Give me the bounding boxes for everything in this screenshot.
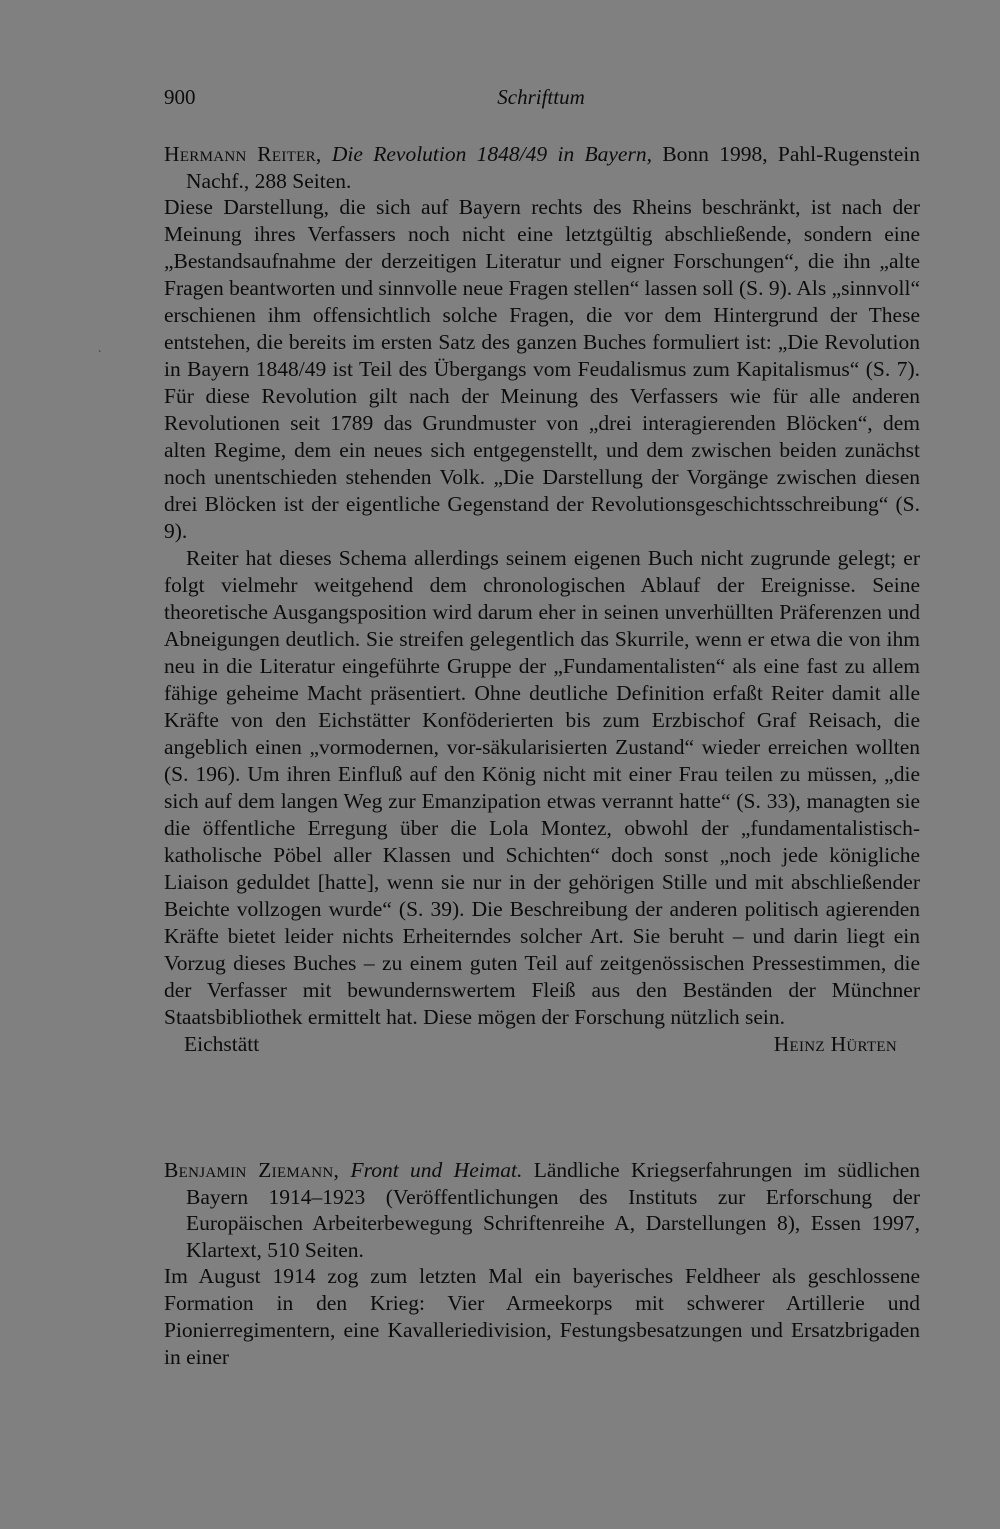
review-paragraph: Im August 1914 zog zum letzten Mal ein bayerisches Feldheer als geschlossene Formation in den Krieg: Vier Armeekorps mit schwerer Artillerie und Pionierregimentern, eine Kavalleriedivision, Festungsbesatzungen und Ersatzbrigaden in einer	[164, 1264, 920, 1369]
book-title: Front und Heimat.	[350, 1158, 523, 1182]
reviewer-name: Heinz Hürten	[773, 1032, 897, 1056]
book-title: Die Revolution 1848/49 in Bayern,	[331, 142, 652, 166]
citation	[164, 141, 920, 194]
review-ziemann	[164, 1157, 920, 1371]
review-signature	[164, 1031, 920, 1058]
publication-details: Ländliche Kriegserfahrungen im südlichen Bayern 1914–1923 (Veröffentlichungen des Instituts zur Erforschung der Europäischen Arbeiterbewegung Schriftenreihe A, Darstellungen 8), Essen 1997, Klartext, 510 Seiten.	[186, 1158, 921, 1262]
author-name: Hermann Reiter,	[164, 142, 322, 166]
review-place: Eichstätt	[184, 1032, 260, 1056]
stray-mark: `	[98, 350, 102, 361]
publication-details: Bonn 1998, Pahl-Rugenstein Nachf., 288 Seiten.	[186, 142, 921, 193]
author-name: Benjamin Ziemann,	[164, 1158, 340, 1182]
citation	[164, 1157, 920, 1263]
review-reiter	[164, 141, 920, 1058]
review-paragraph: Diese Darstellung, die sich auf Bayern rechts des Rheins beschränkt, ist nach der Meinung ihres Verfassers noch nicht eine letztgültig abschließende, sondern eine „Bestandsaufnahme der derzeitigen Literatur und eigner Forschungen“, die ihn „alte Fragen beantworten und sinnvolle neue Fragen stellen“ lassen soll (S. 9). Als „sinnvoll“ erschienen ihm offensichtlich solche Fragen, die vor dem Hintergrund der These entstehen, die bereits im ersten Satz des ganzen Buches formuliert ist: „Die Revolution in Bayern 1848/49 ist Teil des Übergangs vom Feudalismus zum Kapitalismus“ (S. 7). Für diese Revolution gilt nach der Meinung des Verfassers wie für alle anderen Revolutionen seit 1789 das Grundmuster von „drei interagierenden Blöcken“, dem alten Regime, dem ein neues sich entgegenstellt, und dem zwischen beiden zunächst noch unentschieden stehenden Volk. „Die Darstellung der Vorgänge zwischen diesen drei Blöcken ist der eigentliche Gegenstand der Revolutionsgeschichtsschreibung“ (S. 9).	[164, 195, 920, 543]
page-number: 900	[164, 85, 196, 109]
running-head: Schrifttum	[497, 85, 585, 109]
review-paragraph: Reiter hat dieses Schema allerdings seinem eigenen Buch nicht zugrunde gelegt; er folgt vielmehr weitgehend dem chronologischen Ablauf der Ereignisse. Seine theoretische Ausgangsposition wird darum eher in seinen unverhüllten Präferenzen und Abneigungen deutlich. Sie streifen gelegentlich das Skurrile, wenn er etwa die von ihm neu in die Literatur eingeführte Gruppe der „Fundamentalisten“ als eine fast zu allem fähige geheime Macht präsentiert. Ohne deutliche Definition erfaßt Reiter damit alle Kräfte von den Eichstätter Konföderierten bis zum Erzbischof Graf Reisach, die angeblich einen „vormodernen, vor-säkularisierten Zustand“ wieder erreichen wollten (S. 196). Um ihren Einfluß auf den König nicht mit einer Frau teilen zu müssen, „die sich auf dem langen Weg zur Emanzipation etwas verrannt hatte“ (S. 33), managten sie die öffentliche Erregung über die Lola Montez, obwohl der „fundamentalistisch-katholische Pöbel aller Klassen und Schichten“ doch sonst „noch jede königliche Liaison geduldet [hatte], wenn sie nur in der gehörigen Stille und mit abschließender Beichte vollzogen wurde“ (S. 39). Die Beschreibung der anderen politisch agierenden Kräfte bietet leider nichts Erheiterndes solcher Art. Sie beruht – und darin liegt ein Vorzug dieses Buches – zu einem guten Teil auf zeitgenössischen Pressestimmen, die der Verfasser mit bewundernswertem Fleiß aus den Beständen der Münchner Staatsbibliothek ermittelt hat. Diese mögen der Forschung nützlich sein.	[164, 546, 920, 1029]
